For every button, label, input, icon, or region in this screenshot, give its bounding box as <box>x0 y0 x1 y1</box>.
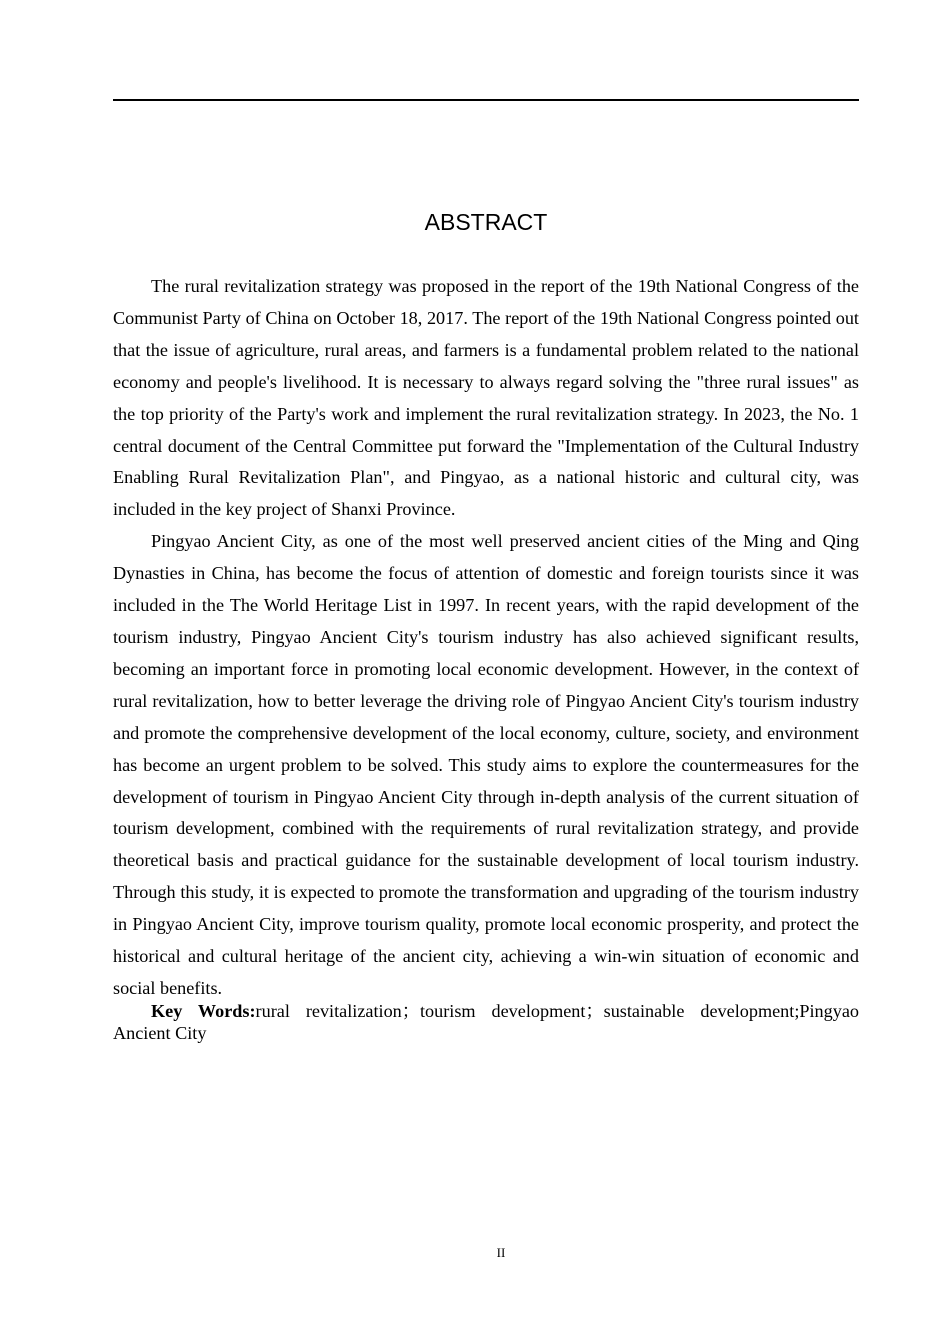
page-title: ABSTRACT <box>424 209 548 235</box>
page-number: II <box>496 1245 506 1260</box>
abstract-body <box>113 271 859 1044</box>
keywords-text: rural revitalization；tourism development；sustainable development;Pingyao Ancient City <box>113 1000 859 1043</box>
abstract-paragraph-1: The rural revitalization strategy was proposed in the report of the 19th National Congress of the Communist Party of China on October 18, 2017. The report of the 19th National Congress pointed out that the issue of agriculture, rural areas, and farmers is a fundamental problem related to the national economy and people's livelihood. It is necessary to always regard solving the "three rural issues" as the top priority of the Party's work and implement the rural revitalization strategy. In 2023, the No. 1 central document of the Central Committee put forward the "Implementation of the Cultural Industry Enabling Rural Revitalization Plan", and Pingyao, as a national historic and cultural city, was included in the key project of Shanxi Province. <box>113 276 859 520</box>
keywords-line <box>113 1000 859 1044</box>
abstract-paragraph-2: Pingyao Ancient City, as one of the most well preserved ancient cities of the Ming and Qing Dynasties in China, has become the focus of attention of domestic and foreign tourists since it was included in the The World Heritage List in 1997. In recent years, with the rapid development of the tourism industry, Pingyao Ancient City's tourism industry has also achieved significant results, becoming an important force in promoting local economic development. However, in the context of rural revitalization, how to better leverage the driving role of Pingyao Ancient City's tourism industry and promote the comprehensive development of the local economy, culture, society, and environment has become an urgent problem to be solved. This study aims to explore the countermeasures for the development of tourism in Pingyao Ancient City through in-depth analysis of the current situation of tourism development, combined with the requirements of rural revitalization strategy, and provide theoretical basis and practical guidance for the sustainable development of local tourism industry. Through this study, it is expected to promote the transformation and upgrading of the tourism industry in Pingyao Ancient City, improve tourism quality, promote local economic prosperity, and protect the historical and cultural heritage of the ancient city, achieving a win-win situation of economic and social benefits. <box>113 531 859 998</box>
header-rule <box>113 99 859 101</box>
keywords-label: Key Words: <box>151 1000 256 1021</box>
